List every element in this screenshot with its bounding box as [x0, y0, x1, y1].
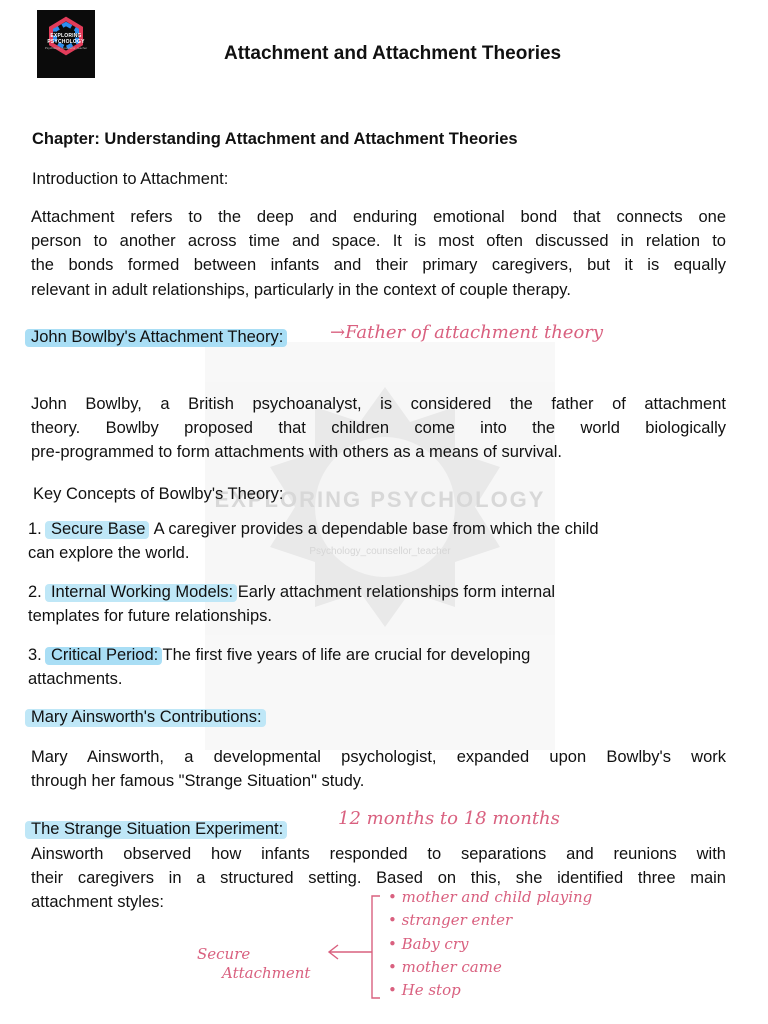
logo: [37, 10, 95, 78]
intro-line: relevant in adult relationships, particularly in the context of couple therapy.: [31, 281, 571, 299]
strange-situation-line: Ainsworth observed how infants responded to separations and reunions with: [31, 845, 726, 863]
steps-list-item: • He stop: [388, 981, 461, 999]
bowlby-heading: [31, 325, 283, 350]
concept-number: 3.: [28, 646, 42, 664]
bowlby-line: John Bowlby, a British psychoanalyst, is considered the father of attachment: [31, 395, 726, 413]
concept-line: [28, 643, 530, 668]
concept-number: 1.: [28, 520, 42, 538]
logo-text: EXPLORING PSYCHOLOGY: [47, 33, 85, 45]
steps-list-item: • Baby cry: [388, 935, 468, 953]
strange-situation-heading: [31, 817, 283, 842]
bowlby-line: pre-programmed to form attachments with others as a means of survival.: [31, 443, 562, 461]
bracket-arrow-icon: [320, 890, 380, 1005]
key-concepts-label: Key Concepts of Bowlby's Theory:: [33, 485, 284, 503]
strange-situation-line: their caregivers in a structured setting. Based on this, she identified three main: [31, 869, 726, 887]
concept-line: [28, 580, 555, 605]
strange-situation-heading-text: The Strange Situation Experiment:: [31, 820, 284, 838]
intro-line: Attachment refers to the deep and enduring emotional bond that connects one: [31, 208, 726, 226]
logo-subtext: Psychology_counsellor_teacher: [44, 46, 88, 50]
strange-situation-line: attachment styles:: [31, 893, 164, 911]
concept-term: Secure Base: [50, 520, 146, 538]
steps-list-item: • mother and child playing: [388, 888, 592, 906]
strange-situation-handwritten-note: 12 months to 18 months: [338, 808, 560, 829]
concept-description: Early attachment relationships form internal: [233, 583, 556, 601]
concept-term: Critical Period:: [50, 646, 159, 664]
intro-line: the bonds formed between infants and their primary caregivers, but it is equally: [31, 256, 726, 274]
concept-continuation: templates for future relationships.: [28, 607, 272, 625]
bowlby-heading-text: John Bowlby's Attachment Theory:: [31, 328, 284, 346]
concept-continuation: attachments.: [28, 670, 123, 688]
concept-description: The first five years of life are crucial for developing: [158, 646, 531, 664]
steps-list-item: • stranger enter: [388, 911, 512, 929]
chapter-heading: Chapter: Understanding Attachment and Attachment Theories: [32, 130, 518, 148]
document-title: Attachment and Attachment Theories: [224, 43, 562, 64]
watermark-title: EXPLORING PSYCHOLOGY: [214, 487, 546, 512]
bowlby-line: theory. Bowlby proposed that children come into the world biologically: [31, 419, 726, 437]
concept-description: : A caregiver provides a dependable base from which the child: [145, 520, 599, 538]
ainsworth-line: Mary Ainsworth, a developmental psychologist, expanded upon Bowlby's work: [31, 748, 726, 766]
concept-number: 2.: [28, 583, 42, 601]
concept-continuation: can explore the world.: [28, 544, 190, 562]
steps-list-item: • mother came: [388, 958, 502, 976]
ainsworth-line: through her famous "Strange Situation" study.: [31, 772, 365, 790]
concept-term: Internal Working Models:: [50, 583, 234, 601]
side-note-line: Attachment: [222, 964, 311, 982]
bowlby-handwritten-note: →Father of attachment theory: [330, 322, 604, 343]
side-note-line: Secure: [197, 945, 251, 963]
watermark-subtitle: Psychology_counsellor_teacher: [309, 546, 451, 557]
intro-line: person to another across time and space. It is most often discussed in relation to: [31, 232, 726, 250]
concept-line: [28, 517, 599, 542]
ainsworth-heading: [31, 705, 262, 730]
ainsworth-heading-text: Mary Ainsworth's Contributions:: [31, 708, 262, 726]
intro-label: Introduction to Attachment:: [32, 170, 229, 188]
